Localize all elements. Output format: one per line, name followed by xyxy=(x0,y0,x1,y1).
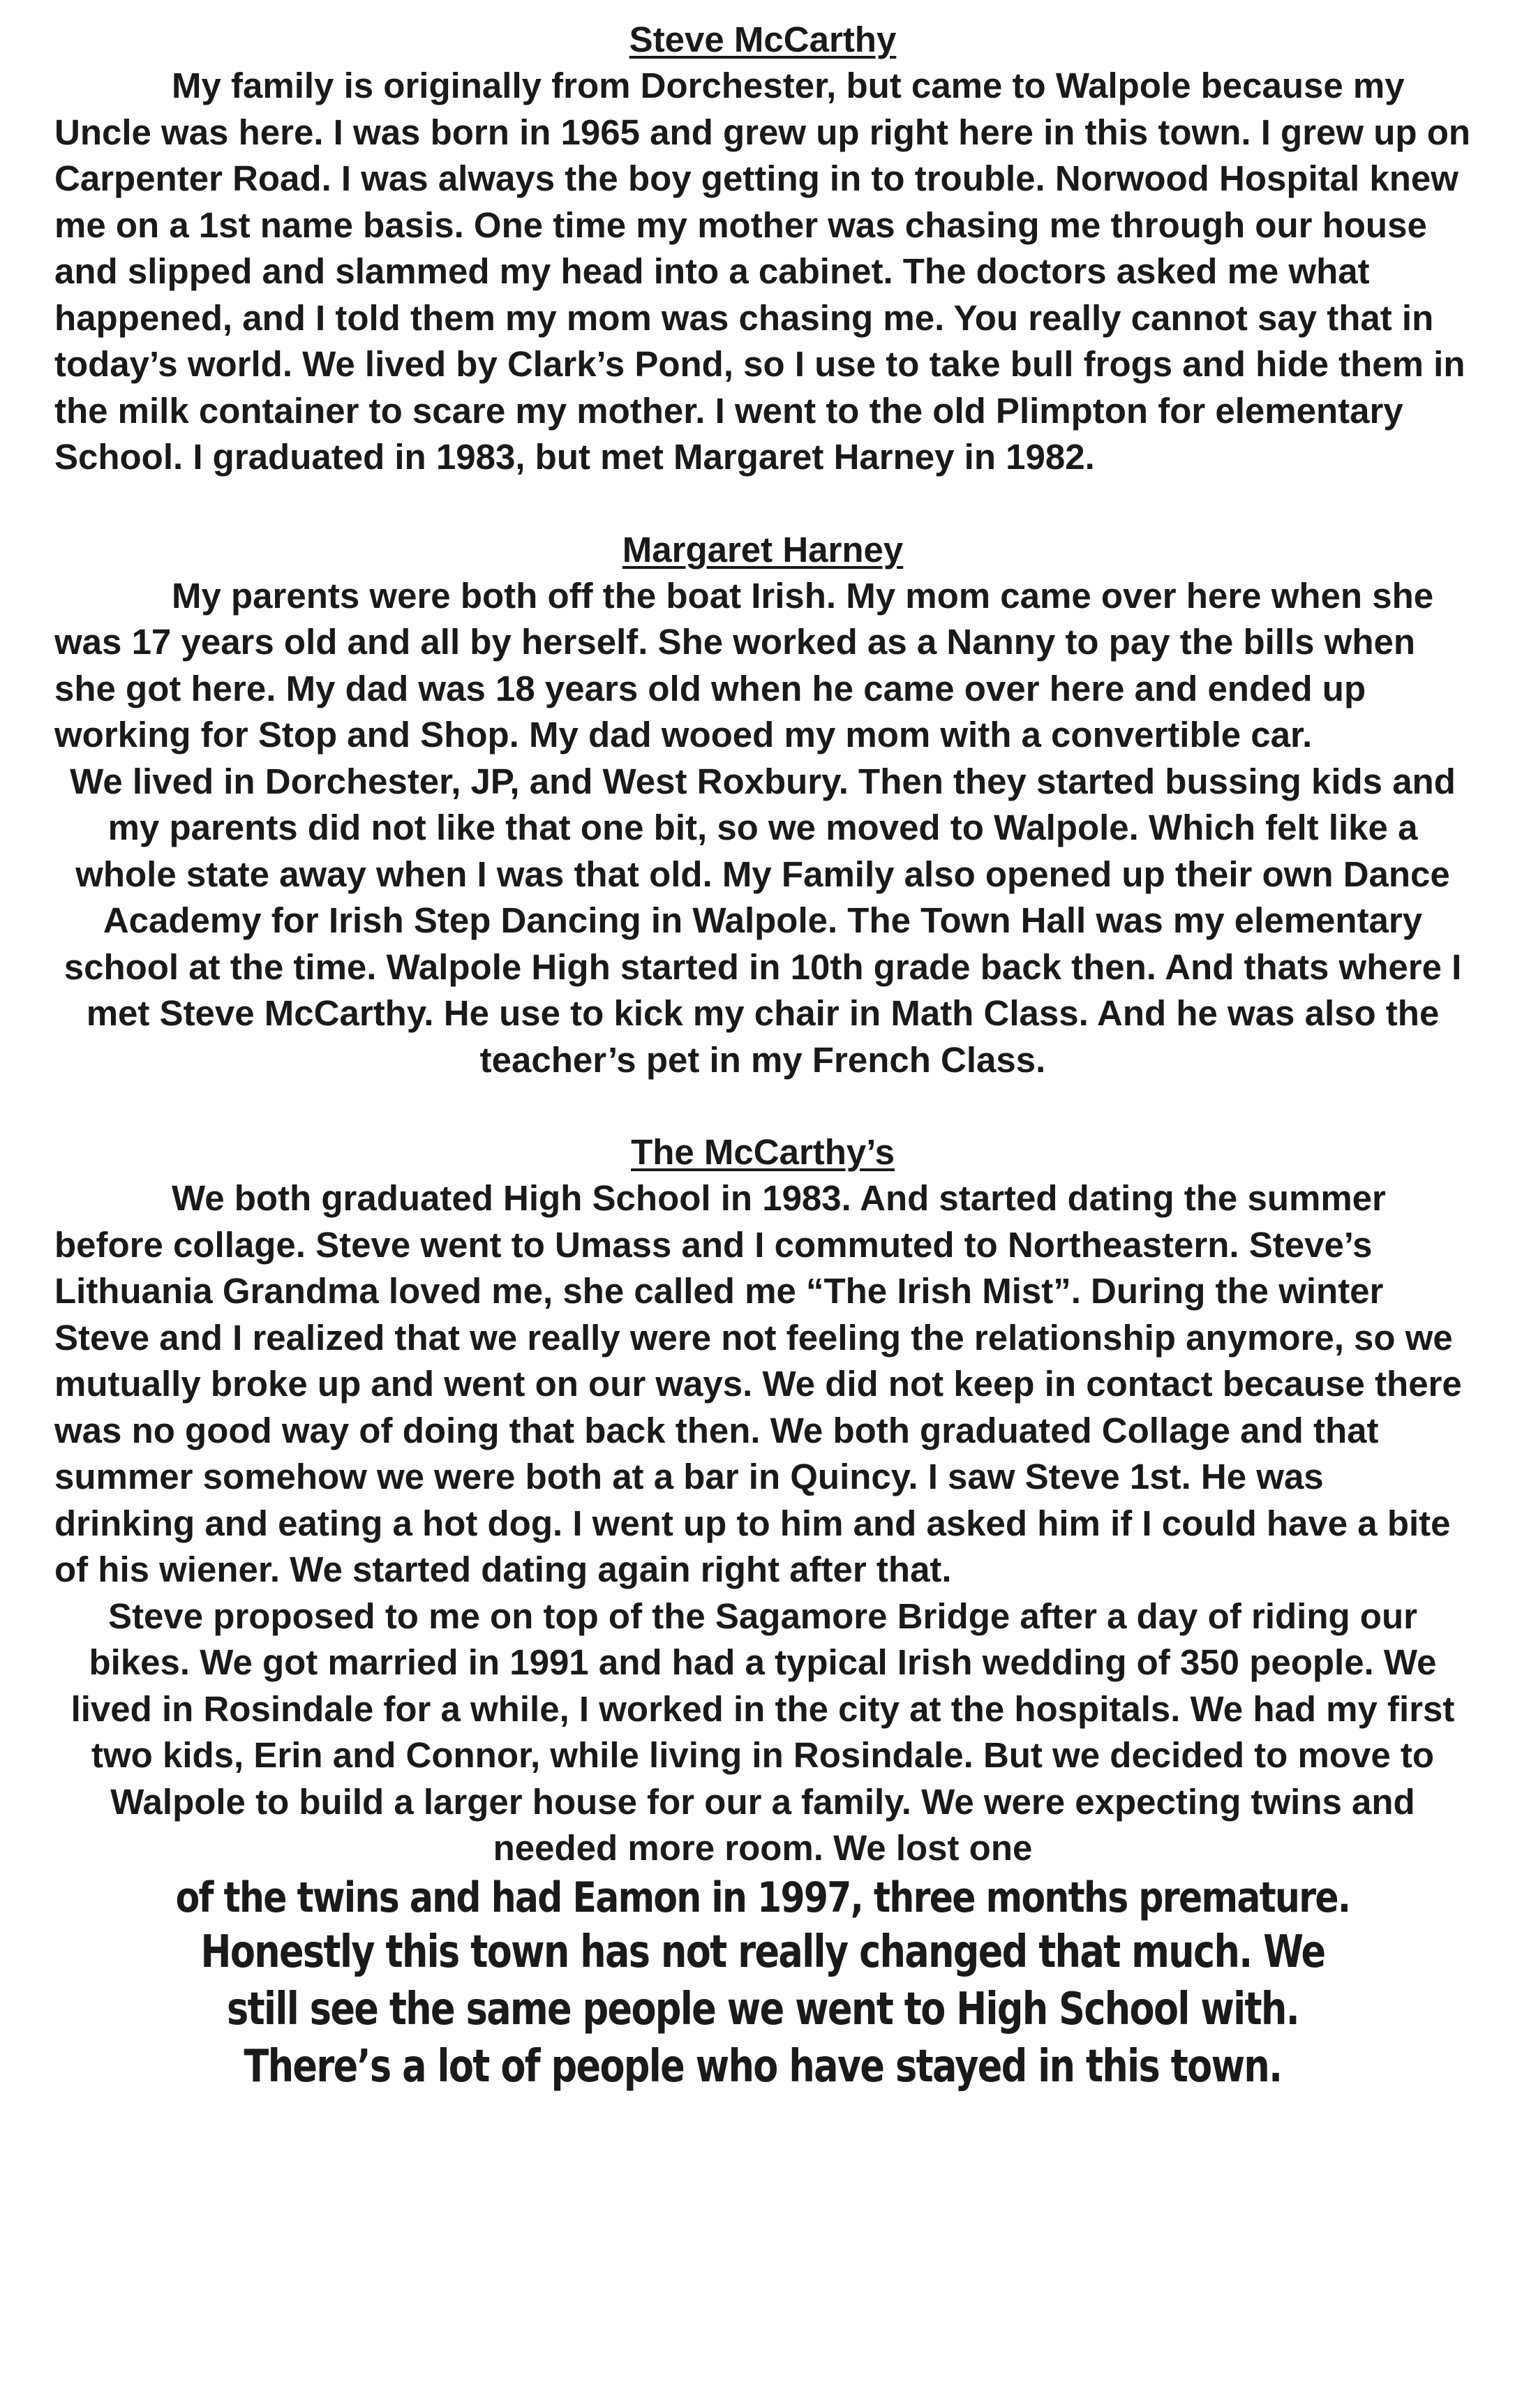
section-heading-the-mccarthys: The McCarthy’s xyxy=(631,1132,895,1172)
paragraph-dating-story: We both graduated High School in 1983. And started dating the summer before collage. Steve went to Umass and I commuted to Northeastern. Steve’s Lithuania Grandma loved me, she called me “The Irish Mist”. During the winter Steve and I realized that we really were not feeling the relationship anymore, so we mutually broke up and went on our ways. We did not keep in contact because there was no good way of doing that back then. We both graduated Collage and that summer somehow we were both at a bar in Quincy. I saw Steve 1st. He was drinking and eating a hot dog. I went up to him and asked him if I could have a bite of his wiener. We started dating again right after that. xyxy=(54,1178,1462,1589)
section-spacer xyxy=(54,481,1471,527)
paragraph-steve-background: My family is originally from Dorchester, but came to Walpole because my Uncle was here. I was born in 1965 and grew up right here in this town. I grew up on Carpenter Road. I was always the boy getting in to trouble. Norwood Hospital knew me on a 1st name basis. One time my mother was chasing me through our house and slipped and slammed my head into a cabinet. The doctors asked me what happened, and I told them my mom was chasing me. You really cannot say that in today’s world. We lived by Clark’s Pond, so I use to take bull frogs and hide them in the milk container to scare my mother. I went to the old Plimpton for elementary School. I graduated in 1983, but met Margaret Harney in 1982. xyxy=(54,66,1471,477)
paragraph-town-closing: Honestly this town has not really changed that much. We still see the same people we went to High School with. There’s a lot of people who have stayed in this town. xyxy=(200,1926,1325,2093)
section-heading-steve-mccarthy: Steve McCarthy xyxy=(629,20,897,59)
section-the-mccarthys xyxy=(54,1129,1471,2095)
paragraph-marriage-family: Steve proposed to me on top of the Sagamore Bridge after a day of riding our bikes. We got married in 1991 and had a typical Irish wedding of 350 people. We lived in Rosindale for a while, I worked in the city at the hospitals. We had my first two kids, Erin and Connor, while living in Rosindale. But we decided to move to Walpole to build a larger house for our a family. We were expecting twins and needed more room. We lost one xyxy=(70,1596,1455,1868)
paragraph-margaret-parents: My parents were both off the boat Irish. My mom came over here when she was 17 years old and all by herself. She worked as a Nanny to pay the bills when she got here. My dad was 18 years old when he came over here and ended up working for Stop and Shop. My dad wooed my mom with a convertible car. xyxy=(54,575,1434,755)
condensed-text-block xyxy=(54,1872,1471,2095)
paragraph-margaret-childhood: We lived in Dorchester, JP, and West Roxbury. Then they started bussing kids and my parents did not like that one bit, so we moved to Walpole. Which felt like a whole state away when I was that old. My Family also opened up their own Dance Academy for Irish Step Dancing in Walpole. The Town Hall was my elementary school at the time. Walpole High started in 10th grade back then. And thats where I met Steve McCarthy. He use to kick my chair in Math Class. And he was also the teacher’s pet in my French Class. xyxy=(64,761,1462,1080)
section-steve-mccarthy xyxy=(54,17,1471,481)
paragraph-twins-line: of the twins and had Eamon in 1997, three months premature. xyxy=(175,1873,1350,1922)
section-margaret-harney xyxy=(54,527,1471,1084)
section-spacer xyxy=(54,1083,1471,1129)
document-page xyxy=(54,17,1471,2095)
section-heading-margaret-harney: Margaret Harney xyxy=(622,529,904,570)
